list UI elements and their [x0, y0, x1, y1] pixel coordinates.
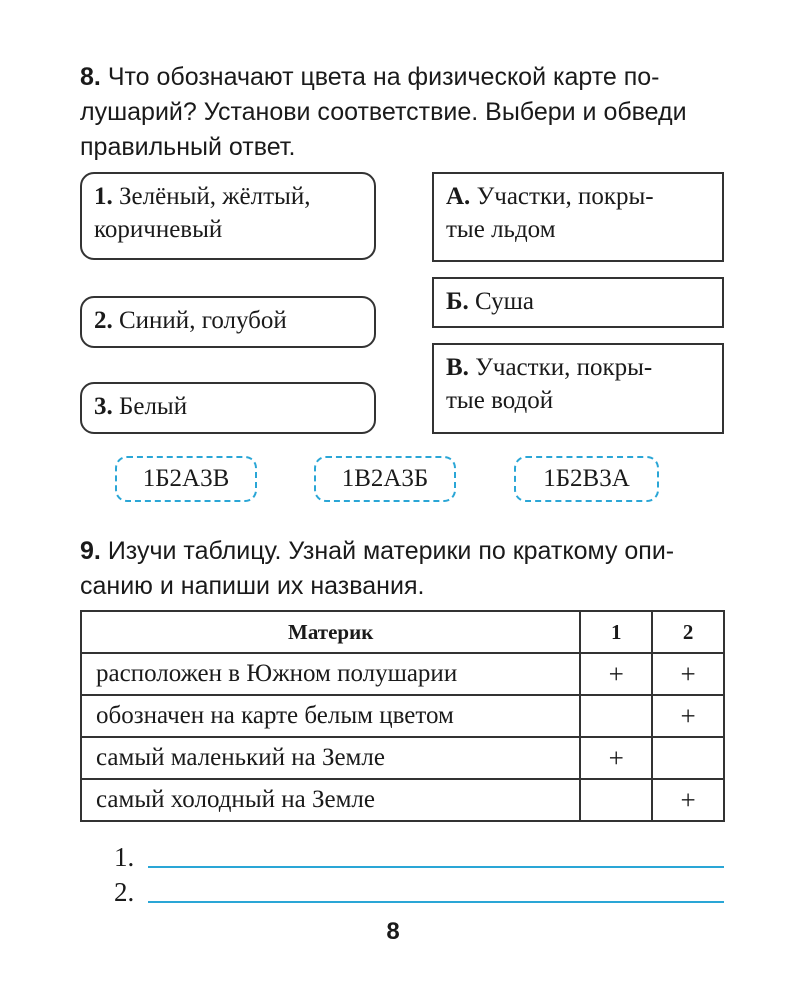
answer-line-1-number: 1.	[114, 842, 135, 872]
table-header-row	[81, 611, 724, 653]
task-9-line-2: санию и напиши их названия.	[80, 572, 425, 600]
task-8-number: 8.	[80, 63, 101, 91]
row-label: самый холодный на Земле	[81, 779, 580, 821]
right-item-v	[432, 343, 724, 434]
right-item-a	[432, 172, 724, 262]
continents-table	[80, 610, 725, 822]
answer-option-1[interactable]: 1Б2А3В	[115, 456, 257, 502]
table-row	[81, 695, 724, 737]
header-col-1: 1	[580, 611, 652, 653]
answer-line-2-number: 2.	[114, 877, 135, 907]
right-item-b	[432, 277, 724, 328]
left-item-2	[80, 296, 376, 348]
task-9-number: 9.	[80, 537, 101, 565]
answer-line-1[interactable]	[148, 866, 724, 868]
left-item-1-text-1: Зелёный, жёлтый,	[119, 183, 311, 210]
row-mark-1: +	[580, 737, 652, 779]
row-mark-1	[580, 695, 652, 737]
left-item-3-key: 3.	[94, 393, 113, 420]
answer-line-2[interactable]	[148, 901, 724, 903]
table-row	[81, 737, 724, 779]
page-number: 8	[386, 918, 400, 945]
left-item-3	[80, 382, 376, 434]
right-item-a-text-1: Участки, покры-	[476, 183, 654, 210]
left-item-1	[80, 172, 376, 260]
row-mark-2: +	[652, 779, 724, 821]
right-item-v-key: В.	[446, 354, 469, 381]
right-item-v-text-2: тые водой	[446, 387, 554, 414]
task-8-text	[80, 60, 730, 165]
row-label: расположен в Южном полушарии	[81, 653, 580, 695]
right-item-b-key: Б.	[446, 288, 469, 315]
right-item-b-text: Суша	[475, 288, 534, 315]
right-item-v-text-1: Участки, покры-	[475, 354, 653, 381]
right-item-a-text-2: тые льдом	[446, 216, 556, 243]
answer-option-3[interactable]: 1Б2В3А	[514, 456, 659, 502]
task-8-line-3: правильный ответ.	[80, 133, 296, 161]
left-item-2-key: 2.	[94, 307, 113, 334]
right-item-a-key: А.	[446, 183, 471, 210]
row-label: самый маленький на Земле	[81, 737, 580, 779]
row-label: обозначен на карте белым цветом	[81, 695, 580, 737]
header-continent: Материк	[81, 611, 580, 653]
left-item-1-key: 1.	[94, 183, 113, 210]
task-9-line-1: Изучи таблицу. Узнай материки по краткому опи-	[107, 537, 675, 565]
table-row	[81, 653, 724, 695]
task-8-line-1: Что обозначают цвета на физической карте по-	[107, 63, 660, 91]
task-9-text	[80, 534, 730, 604]
row-mark-2	[652, 737, 724, 779]
answer-option-2[interactable]: 1В2А3Б	[314, 456, 456, 502]
row-mark-1	[580, 779, 652, 821]
task-8-line-2: лушарий? Установи соответствие. Выбери и обведи	[80, 98, 687, 126]
header-col-2: 2	[652, 611, 724, 653]
row-mark-2: +	[652, 695, 724, 737]
row-mark-2: +	[652, 653, 724, 695]
left-item-1-text-2: коричневый	[94, 216, 223, 243]
left-item-2-text: Синий, голубой	[119, 307, 287, 334]
left-item-3-text: Белый	[119, 393, 188, 420]
table-row	[81, 779, 724, 821]
row-mark-1: +	[580, 653, 652, 695]
